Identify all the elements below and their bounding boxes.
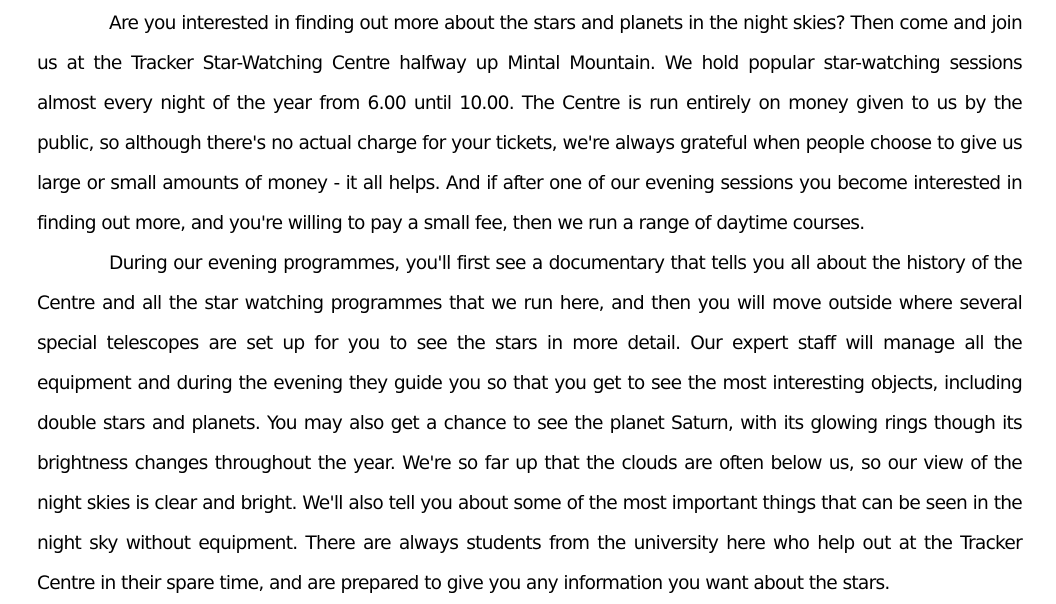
document-body	[37, 4, 1022, 604]
paragraph-intro: Are you interested in finding out more about the stars and planets in the night skies? Then come and join us at the Tracker Star-Watching Centre halfway up Mintal Mountain. We hold popular star-watching sessions almost every night of the year from 6.00 until 10.00. The Centre is run entirely on money given to us by the public, so although there's no actual charge for your tickets, we're always grateful when people choose to give us large or small amounts of money - it all helps. And if after one of our evening sessions you become interested in finding out more, and you're willing to pay a small fee, then we run a range of daytime courses.	[37, 13, 1022, 234]
paragraph-evening-programmes: During our evening programmes, you'll first see a documentary that tells you all about the history of the Centre and all the star watching programmes that we run here, and then you will move outside where several special telescopes are set up for you to see the stars in more detail. Our expert staff will manage all the equipment and during the evening they guide you so that you get to see the most interesting objects, including double stars and planets. You may also get a chance to see the planet Saturn, with its glowing rings though its brightness changes throughout the year. We're so far up that the clouds are often below us, so our view of the night skies is clear and bright. We'll also tell you about some of the most important things that can be seen in the night sky without equipment. There are always students from the university here who help out at the Tracker Centre in their spare time, and are prepared to give you any information you want about the stars.	[37, 253, 1022, 594]
